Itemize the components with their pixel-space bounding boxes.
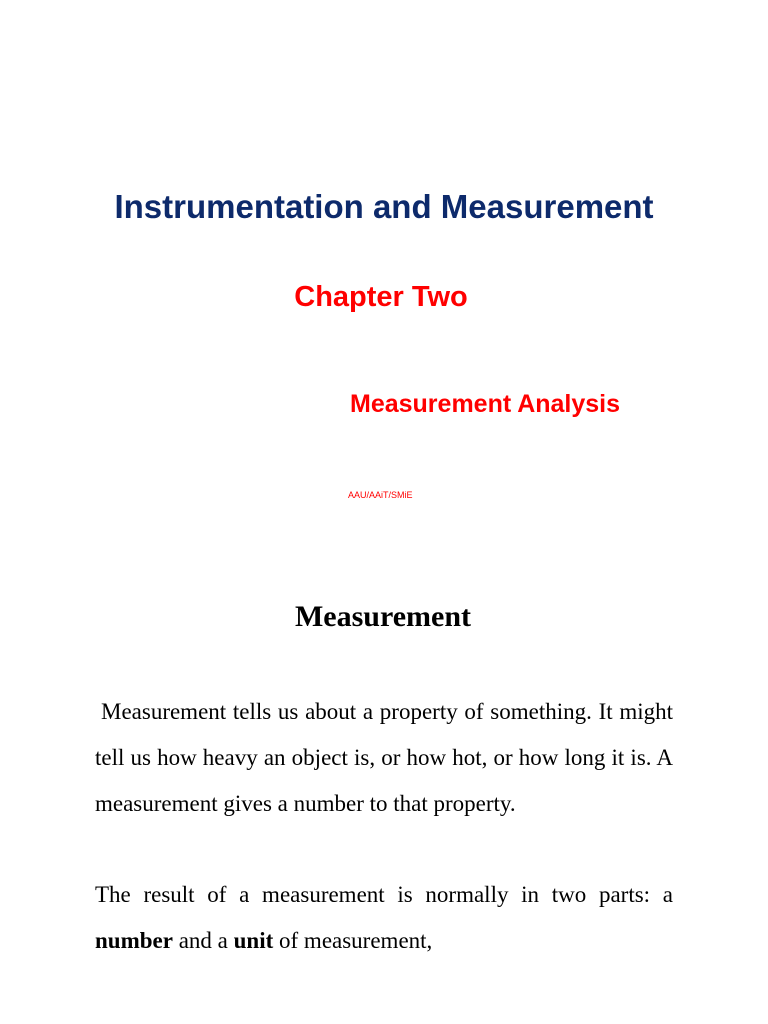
paragraph-2-bold-unit: unit — [233, 928, 274, 953]
section-heading: Measurement — [294, 600, 472, 633]
body-paragraph-1 — [95, 689, 673, 827]
chapter-label: Chapter Two — [294, 281, 468, 313]
chapter-subtitle: Measurement Analysis — [350, 390, 621, 418]
paragraph-2-start: The result of a measurement is normally in two parts: a — [95, 882, 673, 907]
paragraph-2-mid: and a — [172, 928, 234, 953]
paragraph-2-end: of measurement, — [273, 928, 433, 953]
body-paragraph-2 — [95, 872, 673, 964]
affiliation-label: AAU/AAiT/SMiE — [348, 490, 413, 500]
document-title: Instrumentation and Measurement — [114, 188, 654, 225]
paragraph-1-text: Measurement tells us about a property of something. It might tell us how heavy an object is, or how hot, or how long it is. A measurement gives a number to that property. — [95, 699, 673, 816]
paragraph-2-bold-number: number — [95, 928, 173, 953]
